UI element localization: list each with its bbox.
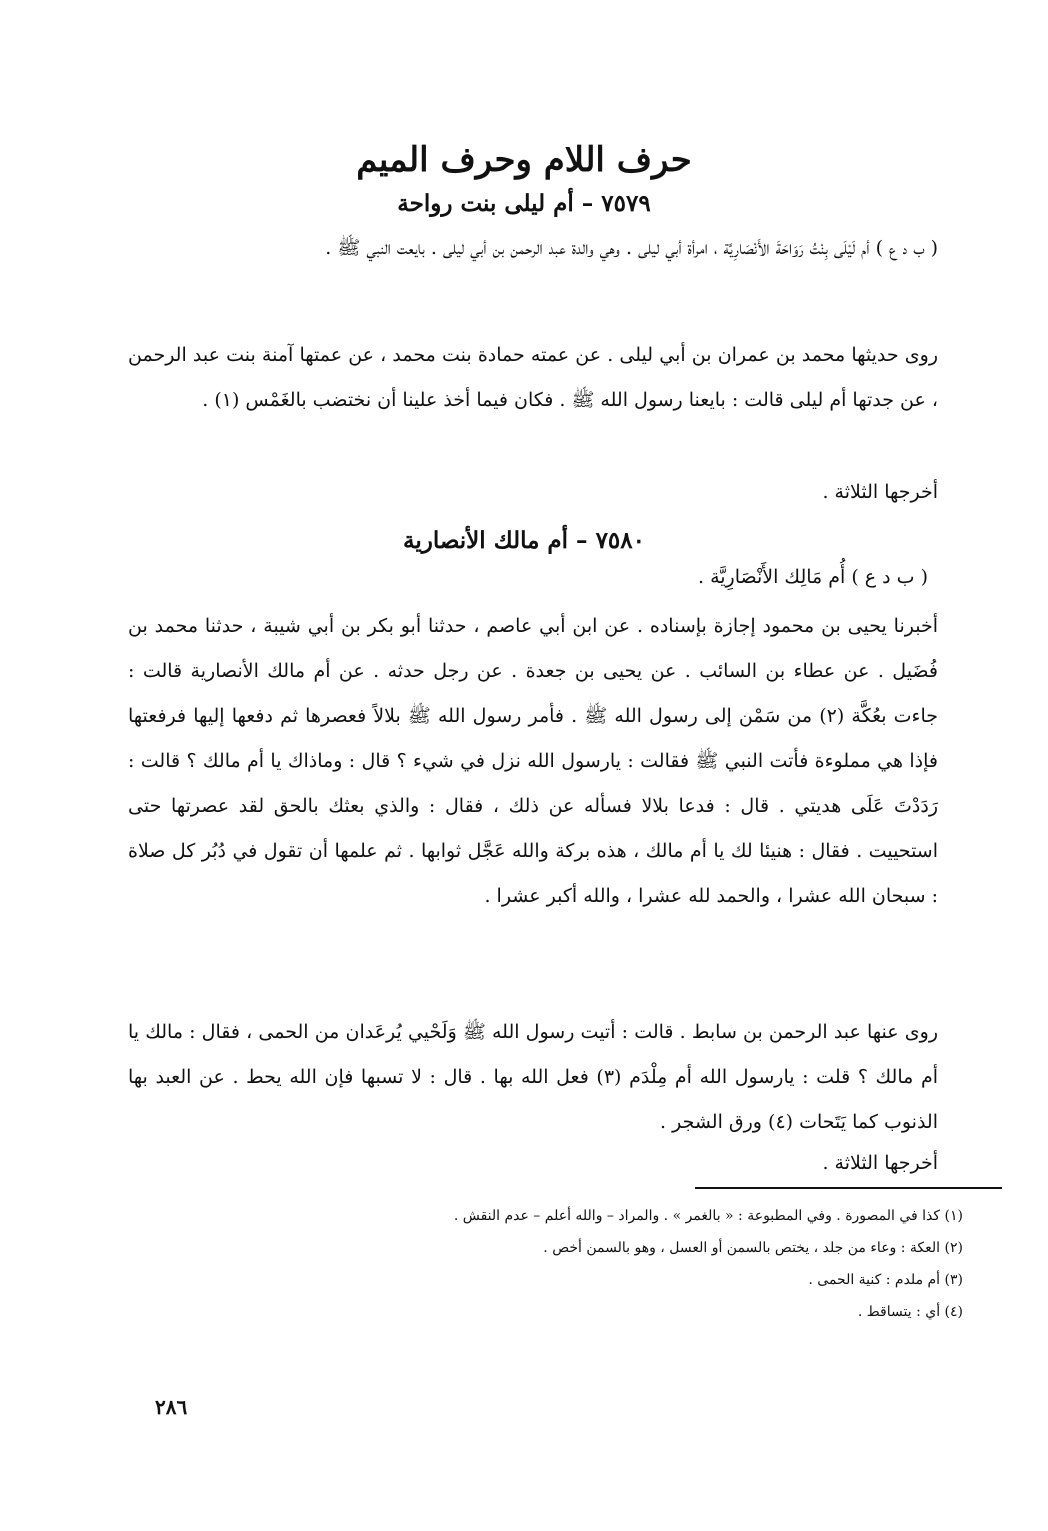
entry-heading-umm-layla: ٧٥٧٩ – أم ليلى بنت رواحة xyxy=(397,190,651,217)
entry-narration-umm-malik: أخبرنا يحيى بن محمود إجازة بإسناده . عن ابن أبي عاصم ، حدثنا أبو بكر بن أبي شيبة ، حدثنا محمد بن فُضَيل . عن عطاء بن السائب . عن يحيى بن جعدة . عن رجل حدثه . عن أم مالك الأنصارية قالت : جاءت بعُكَّة (٢) من سَمْن إلى رسول الله ﷺ . فأمر رسول الله ﷺ بلالاً فعصرها ثم دفعها إليها فرفعتها فإذا هي مملوءة فأتت النبي ﷺ فقالت : يارسول الله نزل في شيء ؟ قال : وماذاك يا أم مالك ؟ قالت : رَدَدْتَ عَلَى هديتي . قال : فدعا بلالا فسأله عن ذلك ، فقال : والذي بعثك بالحق لقد عصرتها حتى استحييت . فقال : هنيئا لك يا أم مالك ، هذه بركة والله عَجَّل ثوابها . ثم علمها أن تقول في دُبُر كل صلاة : سبحان الله عشرا ، والحمد لله عشرا ، والله أكبر عشرا . xyxy=(128,615,939,907)
footnote-1: (١) كذا في المصورة . وفي المطبوعة : « بالغمر » . والمراد – والله أعلم – عدم النقش . xyxy=(453,1208,963,1224)
entry-heading-umm-malik: ٧٥٨٠ – أم مالك الأنصارية xyxy=(402,527,645,554)
entry-source-umm-layla: أخرجها الثلاثة . xyxy=(822,481,938,503)
page-number: ٢٨٦ xyxy=(155,1395,188,1419)
entry-narration2-umm-malik: روى عنها عبد الرحمن بن سابط . قالت : أتيت رسول الله ﷺ وَلَحْيي يُرعَدان من الحمى ، فقال : مالك يا أم مالك ؟ قلت : يارسول الله أم مِلْدَم (٣) فعل الله بها . قال : لا تسبها فإن الله يحط . عن العبد بها الذنوب كما يَتَحات (٤) ورق الشجر . xyxy=(128,1021,938,1133)
entry-source-umm-malik: أخرجها الثلاثة . xyxy=(822,1152,938,1174)
footnote-4: (٤) أي : يتساقط . xyxy=(857,1304,963,1320)
entry-narration-umm-layla: روى حديثها محمد بن عمران بن أبي ليلى . عن عمته حمادة بنت محمد ، عن عمتها آمنة بنت عبد الرحمن ، عن جدتها أم ليلى قالت : بايعنا رسول الله ﷺ . فكان فيما أخذ علينا أن نختضب بالغَمْس (١) . xyxy=(128,344,938,411)
entry-intro-umm-malik: ( ب د ع ) أُم مَالِك الأَنْصَارِيَّة . xyxy=(698,566,928,588)
footnote-2: (٢) العكة : وعاء من جلد ، يختص بالسمن أو العسل ، وهو بالسمن أخص . xyxy=(543,1240,963,1256)
page-title: حرف اللام وحرف الميم xyxy=(356,140,692,180)
entry-intro-umm-layla: ( ب د ع ) أم لَيْلَى بِنْتُ رَوَاحَةَ الأَنْصَارِيَّة ، امرأة أبي ليلى . وهي والدة عبد الرحمن بن أبي ليلى . بايعت النبي ﷺ . xyxy=(325,237,938,259)
footnote-3: (٣) أم ملدم : كنية الحمى . xyxy=(808,1272,963,1288)
footnote-separator xyxy=(695,1187,1002,1189)
